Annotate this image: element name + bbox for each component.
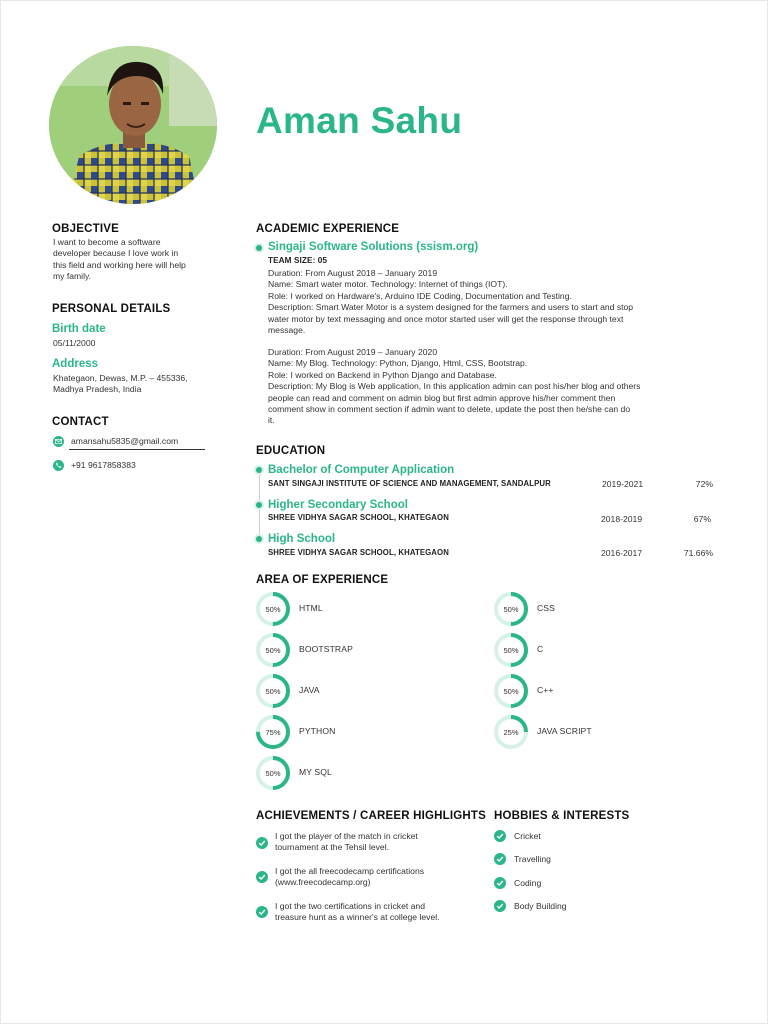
hobby-item: Travelling [514,854,551,864]
skill-percent: 50% [503,604,519,614]
check-icon [256,871,268,883]
edu-years: 2016-2017 [601,548,643,558]
skill-ring [255,714,291,750]
timeline-bullet [256,467,262,473]
phone-icon [53,460,64,471]
skill-percent: 50% [265,686,281,696]
skill-ring [493,714,529,750]
skill-percent: 50% [265,604,281,614]
skill-name: JAVA SCRIPT [537,726,592,736]
hobby-item: Coding [514,878,542,888]
edu-score: 72% [695,479,713,489]
address-line: Khategaon, Dewas, M.P. – 455336, [53,373,188,383]
achievement-item [275,901,485,923]
edu-school: SANT SINGAJI INSTITUTE OF SCIENCE AND MANAGEMENT, SANDALPUR [268,479,551,488]
skill-percent: 50% [503,645,519,655]
objective-line: my family. [53,271,92,282]
objective-text [53,237,233,283]
project-one-line: water motor by text messaging and once motor started user will get the response through text [268,313,624,324]
skill-percent: 50% [265,768,281,778]
skill-ring [255,673,291,709]
check-icon [256,906,268,918]
email-icon [53,436,64,447]
objective-heading: OBJECTIVE [52,223,119,235]
project-two-line: Name: My Blog. Technology: Python, Django, Html, CSS, Bootstrap. [268,358,528,369]
skill-ring [255,755,291,791]
check-icon [494,877,506,889]
hobby-item: Cricket [514,831,541,841]
project-one-line: Duration: From August 2018 – January 2019 [268,268,438,278]
profile-photo [49,46,217,204]
project-two-line: it. [268,415,275,426]
phone-number[interactable]: +91 9617858383 [71,460,136,470]
skill-name: JAVA [299,685,320,695]
achievement-line: (www.freecodecamp.org) [275,877,371,888]
project-two [268,347,714,427]
skill-percent: 25% [503,727,519,737]
project-one-line: Description: Smart Water Motor is a system designed for the farmers and users to start and stop [268,302,634,313]
skill-percent: 50% [503,686,519,696]
birth-date-value: 05/11/2000 [53,338,96,348]
email-underline [69,449,205,450]
check-icon [256,837,268,849]
personal-details-heading: PERSONAL DETAILS [52,303,171,315]
edu-years: 2019-2021 [602,479,644,489]
timeline-bullet [256,245,262,251]
skill-name: BOOTSTRAP [299,644,353,654]
achievement-line: I got the all freecodecamp certifications [275,866,425,876]
project-two-line: Description: My Blog is Web application, In this application admin can post his/her blog and others [268,381,641,392]
objective-line: this field and working here will help [53,259,186,270]
skill-ring [493,591,529,627]
achievements-heading: ACHIEVEMENTS / CAREER HIGHLIGHTS [256,810,487,822]
objective-line: developer because I love work in [53,248,179,259]
address-value [53,373,188,396]
education-heading: EDUCATION [256,445,326,457]
project-one [268,268,714,336]
email-link[interactable]: amansahu5835@gmail.com [71,436,179,446]
edu-title: High School [268,533,336,545]
skill-percent: 75% [265,727,281,737]
skill-name: C [537,644,544,654]
team-size: TEAM SIZE: 05 [268,256,328,265]
candidate-name: Aman Sahu [256,100,463,141]
project-one-line: message. [268,325,306,336]
contact-heading: CONTACT [52,416,109,428]
project-two-line: Duration: From August 2019 – January 2020 [268,347,438,357]
timeline-bullet [256,536,262,542]
project-two-line: Role: I worked on Backend in Python Django and Database. [268,369,497,380]
edu-school: SHREE VIDHYA SAGAR SCHOOL, KHATEGAON [268,548,449,557]
skill-name: HTML [299,603,323,613]
edu-years: 2018-2019 [601,514,643,524]
skill-ring [493,673,529,709]
skill-name: C++ [537,685,554,695]
hobby-item: Body Building [514,901,567,911]
address-label: Address [52,358,99,370]
skill-ring [255,632,291,668]
address-line: Madhya Pradesh, India [53,384,142,395]
profile-photo-illustration [49,46,217,204]
company-name: Singaji Software Solutions (ssism.org) [268,241,479,253]
achievement-item [275,866,475,888]
edu-title: Higher Secondary School [268,499,408,511]
skill-name: CSS [537,603,555,613]
skill-name: MY SQL [299,767,332,777]
achievement-item [275,831,475,853]
skill-ring [493,632,529,668]
birth-date-label: Birth date [52,323,106,335]
achievement-line: I got the player of the match in cricket [275,831,418,841]
project-one-line: Role: I worked on Hardware's, Arduino IDE Coding, Documentation and Testing. [268,290,572,301]
edu-school: SHREE VIDHYA SAGAR SCHOOL, KHATEGAON [268,513,449,522]
check-icon [494,853,506,865]
achievement-line: treasure hunt as a winner's at college level. [275,912,440,923]
edu-title: Bachelor of Computer Application [268,464,455,476]
skill-ring [255,591,291,627]
project-one-line: Name: Smart water motor. Technology: Internet of things (IOT). [268,279,508,290]
skills-heading: AREA OF EXPERIENCE [256,574,389,586]
check-icon [494,900,506,912]
hobbies-heading: HOBBIES & INTERESTS [494,810,630,822]
edu-score: 67% [693,514,711,524]
objective-line: I want to become a software [53,237,161,247]
skill-name: PYTHON [299,726,336,736]
academic-heading: ACADEMIC EXPERIENCE [256,223,400,235]
achievement-line: tournament at the Tehsil level. [275,842,390,853]
project-two-line: people can read and comment on admin blog but first admin approve his/her comment then [268,392,616,403]
check-icon [494,830,506,842]
skill-percent: 50% [265,645,281,655]
timeline-bullet [256,502,262,508]
edu-score: 71.66% [683,548,713,558]
project-two-line: comment show in comment section if admin want to delete, update the post then he/she can do [268,404,631,415]
achievement-line: I got the two certifications in cricket and [275,901,425,911]
